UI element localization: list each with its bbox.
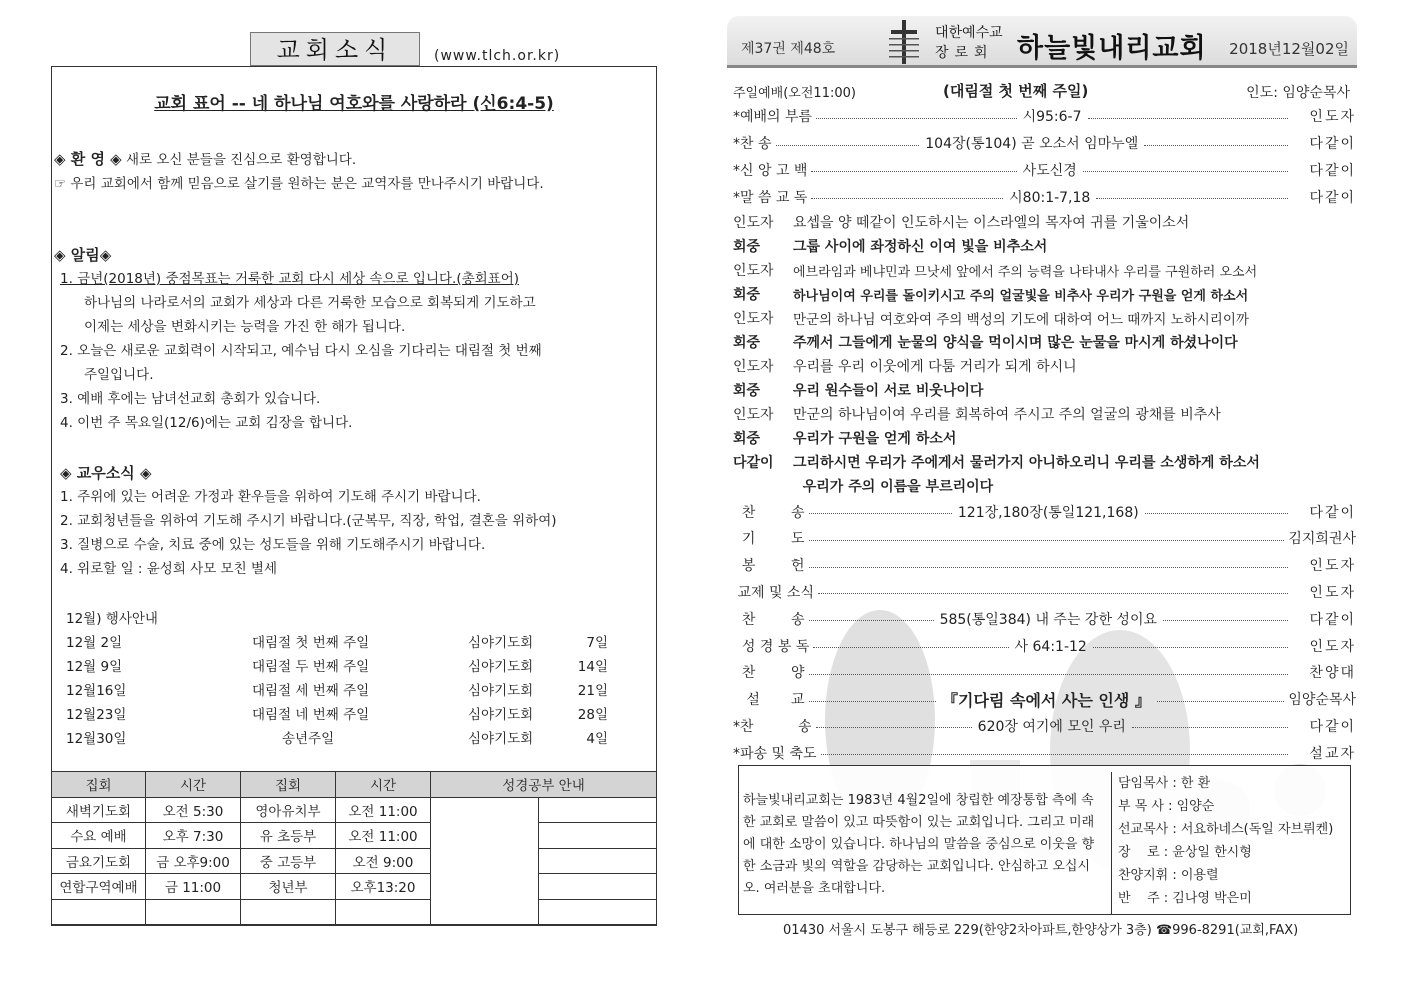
table-row — [52, 848, 657, 874]
schedule-cell: 영아유치부 — [241, 797, 336, 823]
order-row — [733, 713, 1356, 740]
issue-number: 제37권 제48호 — [741, 41, 836, 57]
service-name: (대림절 첫 번째 주일) — [943, 82, 1089, 100]
reading-text: 우리를 우리 이웃에게 다툼 거리가 되게 하시니 — [793, 359, 1077, 376]
schedule-cell: 청년부 — [241, 874, 336, 900]
responsive-reading-row — [733, 450, 1356, 474]
welcome-line-1: 새로 오신 분들을 진심으로 환영합니다. — [126, 152, 357, 168]
church-address: 01430 서울시 도봉구 해등로 229(한양2차아파트,한양상가 3층) ☎996-8291(교회,FAX) — [783, 923, 1299, 938]
responsive-reading-row — [733, 474, 1356, 498]
schedule-cell: 중 고등부 — [241, 848, 336, 874]
news-title: 교회소식 — [250, 32, 420, 66]
order-label: *신 앙 고 백 — [733, 162, 808, 179]
website-url[interactable]: (www.tlch.or.kr) — [434, 48, 561, 64]
welcome-line-2: ☞ 우리 교회에서 함께 믿음으로 살기를 원하는 분은 교역자를 만나주시기 바랍니다. — [54, 176, 544, 192]
table-row — [52, 823, 657, 849]
reader: 회중 — [733, 431, 761, 448]
order-person: 인도자 — [1309, 558, 1356, 575]
schedule-cell — [52, 899, 146, 925]
notice-item-2a: 2. 오늘은 새로운 교회력이 시작되고, 예수님 다시 오심을 기다리는 대림절 첫 번째 — [60, 343, 542, 359]
event-day: 7일 — [586, 635, 608, 651]
event-name: 대림절 두 번째 주일 — [252, 659, 370, 675]
church-introduction: 하늘빛내리교회는 1983년 4월2일에 창립한 예장통합 측에 속한 교회로 말씀이 있고 따뜻함이 있는 교회입니다. 그리고 미래에 대한 소망이 있습니다. 하나님의 말씀을 중심으로 이웃을 향한 소금과 빛의 역할을 감당하는 교회입니다. 안심하고 오십시오. 여러분을 초대합니다. — [743, 793, 1095, 896]
reading-text: 우리가 구원을 얻게 하소서 — [793, 431, 957, 448]
schedule-table — [51, 771, 657, 925]
order-content: 시80:1-7,18 — [1009, 189, 1091, 206]
cross-logo-icon — [887, 18, 921, 66]
schedule-cell: 수요 예배 — [52, 823, 146, 849]
reading-text: 그리하시면 우리가 주에게서 물러가지 아니하오리니 우리를 소생하게 하소서 — [793, 455, 1260, 472]
table-row — [52, 899, 657, 925]
reader: 다같이 — [733, 455, 774, 472]
event-day: 14일 — [577, 659, 608, 675]
order-label: *파송 및 축도 — [733, 745, 817, 762]
schedule-cell: 오전 9:00 — [336, 848, 431, 874]
order-content: 104장(통104) 곧 오소서 임마누엘 — [925, 136, 1139, 153]
responsive-reading-row — [733, 402, 1356, 426]
event-type: 심야기도회 — [468, 683, 534, 699]
staff-item: 찬양지휘 : 이용렬 — [1118, 868, 1219, 883]
order-label: 찬 송 — [733, 504, 805, 521]
order-row — [733, 659, 1356, 686]
reader: 회중 — [733, 239, 761, 256]
table-row — [52, 797, 657, 823]
schedule-cell — [336, 899, 431, 925]
staff-item: 담임목사 : 한 환 — [1118, 776, 1211, 791]
welcome-title: ◈ 환 영 ◈ — [54, 150, 122, 168]
reader: 인도자 — [733, 263, 774, 280]
denomination-line-2: 장로회 — [935, 45, 994, 61]
members-item-2: 2. 교회청년들을 위하여 기도해 주시기 바랍니다.(군복무, 직장, 학업, 결혼을 위하여) — [60, 513, 557, 529]
welcome-section — [54, 147, 544, 196]
bible-study-cell — [539, 797, 657, 823]
order-label: 찬 양 — [733, 665, 805, 682]
reading-text: 우리 원수들이 서로 비웃나이다 — [793, 383, 984, 400]
order-content: 620장 여기에 모인 우리 — [977, 718, 1126, 735]
order-content: 사도신경 — [1022, 162, 1077, 179]
schedule-cell: 오전 11:00 — [336, 823, 431, 849]
order-row — [733, 552, 1356, 579]
members-item-1: 1. 주위에 있는 어려운 가정과 환우들을 위하여 기도해 주시기 바랍니다. — [60, 489, 481, 505]
church-motto: 교회 표어 -- 네 하나님 여호와를 사랑하라 (신6:4-5) — [154, 94, 554, 114]
order-label: 봉 헌 — [733, 558, 805, 575]
staff-item: 장 로 : 윤상일 한시형 — [1118, 845, 1252, 860]
event-date: 12월30일 — [66, 731, 127, 747]
order-row — [733, 632, 1356, 659]
responsive-reading-row — [733, 306, 1356, 330]
church-info-box — [738, 765, 1351, 915]
staff-list — [1111, 772, 1333, 914]
reader: 인도자 — [733, 311, 774, 328]
news-frame — [51, 66, 657, 926]
bible-study-cell — [539, 899, 657, 925]
order-person: 다같이 — [1309, 189, 1357, 206]
reader: 회중 — [733, 287, 761, 304]
reader: 인도자 — [733, 359, 774, 376]
events-title: 12월) 행사안내 — [66, 611, 158, 627]
schedule-cell: 새벽기도회 — [52, 797, 146, 823]
order-person: 인도자 — [1309, 584, 1356, 601]
order-person: 찬양대 — [1309, 665, 1356, 682]
order-label: *찬 송 — [733, 136, 772, 153]
reading-text: 요셉을 양 떼같이 인도하시는 이스라엘의 목자여 귀를 기울이소서 — [793, 215, 1190, 232]
bulletin-date: 2018년12월02일 — [1229, 40, 1349, 58]
schedule-header: 집회 — [52, 772, 146, 798]
notice-item-2b: 주일입니다. — [84, 367, 154, 383]
order-content: 시95:6-7 — [1022, 109, 1082, 126]
order-person: 임양순목사 — [1288, 692, 1356, 709]
notice-item-4: 4. 이번 주 목요일(12/6)에는 교회 김장을 합니다. — [60, 415, 353, 431]
event-name: 송년주일 — [282, 731, 335, 747]
reading-text: 하나님이여 우리를 돌이키시고 주의 얼굴빛을 비추사 우리가 구원을 얻게 하소서 — [793, 288, 1249, 304]
event-type: 심야기도회 — [468, 635, 534, 651]
event-row — [66, 727, 608, 751]
reader: 인도자 — [733, 215, 774, 232]
order-row — [733, 130, 1356, 157]
order-label: 찬 송 — [733, 611, 805, 628]
members-title: ◈ 교우소식 ◈ — [60, 464, 152, 482]
order-label: 기 도 — [733, 531, 805, 548]
order-row — [733, 103, 1356, 130]
bible-study-cell — [539, 874, 657, 900]
responsive-reading-row — [733, 234, 1356, 258]
events-section — [66, 607, 608, 751]
order-person: 인도자 — [1309, 109, 1356, 126]
event-row — [66, 631, 608, 655]
order-row — [733, 686, 1356, 713]
reading-text: 그룹 사이에 좌정하신 이여 빛을 비추소서 — [793, 239, 1048, 256]
order-person: 김지희권사 — [1288, 531, 1356, 548]
order-label: 성 경 봉 독 — [733, 638, 810, 655]
schedule-cell: 금 오후9:00 — [146, 848, 241, 874]
schedule-cell: 금요기도회 — [52, 848, 146, 874]
staff-item: 부 목 사 : 임양순 — [1118, 799, 1215, 814]
schedule-cell: 유 초등부 — [241, 823, 336, 849]
event-day: 21일 — [577, 683, 608, 699]
reader: 회중 — [733, 335, 761, 352]
reading-text: 에브라임과 베냐민과 므낫세 앞에서 주의 능력을 나타내사 우리를 구원하러 오소서 — [793, 264, 1258, 280]
order-row — [733, 157, 1356, 184]
event-date: 12월 9일 — [66, 659, 123, 675]
order-person: 설교자 — [1309, 745, 1356, 762]
event-name: 대림절 첫 번째 주일 — [252, 635, 370, 651]
notice-item-1c: 이제는 세상을 변화시키는 능력을 가진 한 해가 됩니다. — [84, 319, 406, 335]
event-name: 대림절 네 번째 주일 — [252, 707, 370, 723]
schedule-header-row — [52, 772, 657, 798]
members-item-3: 3. 질병으로 수술, 치료 중에 있는 성도들을 위해 기도해주시기 바랍니다. — [60, 537, 486, 553]
responsive-reading-row — [733, 258, 1356, 282]
order-person: 다같이 — [1309, 718, 1357, 735]
order-person: 다같이 — [1309, 611, 1357, 628]
members-section — [54, 461, 557, 581]
schedule-cell — [146, 899, 241, 925]
event-name: 대림절 세 번째 주일 — [252, 683, 370, 699]
order-person: 인도자 — [1309, 638, 1357, 655]
notice-item-3: 3. 예배 후에는 남녀선교회 총회가 있습니다. — [60, 391, 321, 407]
reading-text: 우리가 주의 이름을 부르리이다 — [793, 479, 994, 496]
denomination-line-1: 대한예수교 — [935, 25, 1003, 41]
notice-item-1a: 1. 금년(2018년) 중점목표는 거룩한 교회 다시 세상 속으로 입니다.(총회표어) — [60, 271, 520, 287]
order-label: 교제 및 소식 — [733, 584, 814, 601]
event-type: 심야기도회 — [468, 707, 534, 723]
reading-text: 만군의 하나님이여 우리를 회복하여 주시고 주의 얼굴의 광채를 비추사 — [793, 407, 1221, 424]
bulletin-banner — [727, 16, 1357, 68]
event-row — [66, 679, 608, 703]
schedule-header: 성경공부 안내 — [431, 772, 657, 798]
event-date: 12월23일 — [66, 707, 127, 723]
sermon-title: 『기다림 속에서 사는 인생 』 — [942, 690, 1151, 710]
church-name: 하늘빛내리교회 — [1017, 33, 1207, 64]
notice-title: ◈ 알림◈ — [54, 246, 112, 264]
worship-order — [733, 79, 1356, 766]
table-row — [52, 874, 657, 900]
reading-text: 만군의 하나님 여호와여 주의 백성의 기도에 대하여 어느 때까지 노하시리이까 — [793, 312, 1249, 329]
event-row — [66, 703, 608, 727]
schedule-cell — [241, 899, 336, 925]
bible-study-cell — [431, 797, 539, 925]
order-label: 설 교 — [733, 692, 805, 709]
responsive-reading-row — [733, 330, 1356, 354]
order-row — [733, 498, 1356, 525]
service-time: 주일예배(오전11:00) — [733, 86, 856, 101]
schedule-header: 집회 — [241, 772, 336, 798]
schedule-header: 시간 — [336, 772, 431, 798]
order-row — [733, 579, 1356, 606]
responsive-reading-row — [733, 354, 1356, 378]
schedule-header: 시간 — [146, 772, 241, 798]
event-date: 12월16일 — [66, 683, 127, 699]
schedule-cell: 연합구역예배 — [52, 874, 146, 900]
schedule-cell: 오후 7:30 — [146, 823, 241, 849]
order-row — [733, 183, 1356, 210]
order-person: 다같이 — [1309, 136, 1356, 153]
event-type: 심야기도회 — [468, 659, 534, 675]
order-person: 다같이 — [1309, 504, 1356, 521]
responsive-reading-row — [733, 210, 1356, 234]
order-row — [733, 605, 1356, 632]
event-day: 4일 — [586, 731, 608, 747]
event-type: 심야기도회 — [468, 731, 534, 747]
order-row — [733, 739, 1356, 766]
members-item-4: 4. 위로할 일 : 윤성희 사모 모친 별세 — [60, 561, 278, 577]
bible-study-cell — [539, 848, 657, 874]
order-label: *찬 송 — [733, 718, 812, 735]
reader: 회중 — [733, 383, 761, 400]
order-content: 585(통일384) 내 주는 강한 성이요 — [939, 611, 1157, 628]
schedule-cell: 오후13:20 — [336, 874, 431, 900]
reading-text: 주께서 그들에게 눈물의 양식을 먹이시며 많은 눈물을 마시게 하셨나이다 — [793, 335, 1238, 352]
staff-item: 선교목사 : 서요하네스(독일 자브뤼켄) — [1118, 822, 1334, 837]
event-row — [66, 655, 608, 679]
service-header — [733, 79, 1356, 103]
reader: 인도자 — [733, 407, 774, 424]
left-header — [250, 30, 560, 66]
notice-item-1b: 하나님의 나라로서의 교회가 세상과 다른 거룩한 모습으로 회복되게 기도하고 — [84, 295, 536, 311]
order-content: 121장,180장(통일121,168) — [957, 504, 1139, 521]
responsive-reading-row — [733, 378, 1356, 402]
bible-study-cell — [539, 823, 657, 849]
schedule-cell: 오전 5:30 — [146, 797, 241, 823]
order-row — [733, 525, 1356, 552]
notice-section — [54, 243, 542, 435]
responsive-reading-row — [733, 282, 1356, 306]
event-date: 12월 2일 — [66, 635, 123, 651]
order-content: 사 64:1-12 — [1014, 638, 1087, 655]
event-day: 28일 — [577, 707, 608, 723]
staff-item: 반 주 : 김나영 박은미 — [1118, 891, 1252, 906]
responsive-reading-row — [733, 426, 1356, 450]
schedule-cell: 오전 11:00 — [336, 797, 431, 823]
service-leader: 인도: 임양순목사 — [1246, 85, 1350, 101]
order-label: *예배의 부름 — [733, 109, 813, 126]
order-person: 다같이 — [1309, 162, 1356, 179]
schedule-cell: 금 11:00 — [146, 874, 241, 900]
order-label: *말 씀 교 독 — [733, 189, 808, 206]
